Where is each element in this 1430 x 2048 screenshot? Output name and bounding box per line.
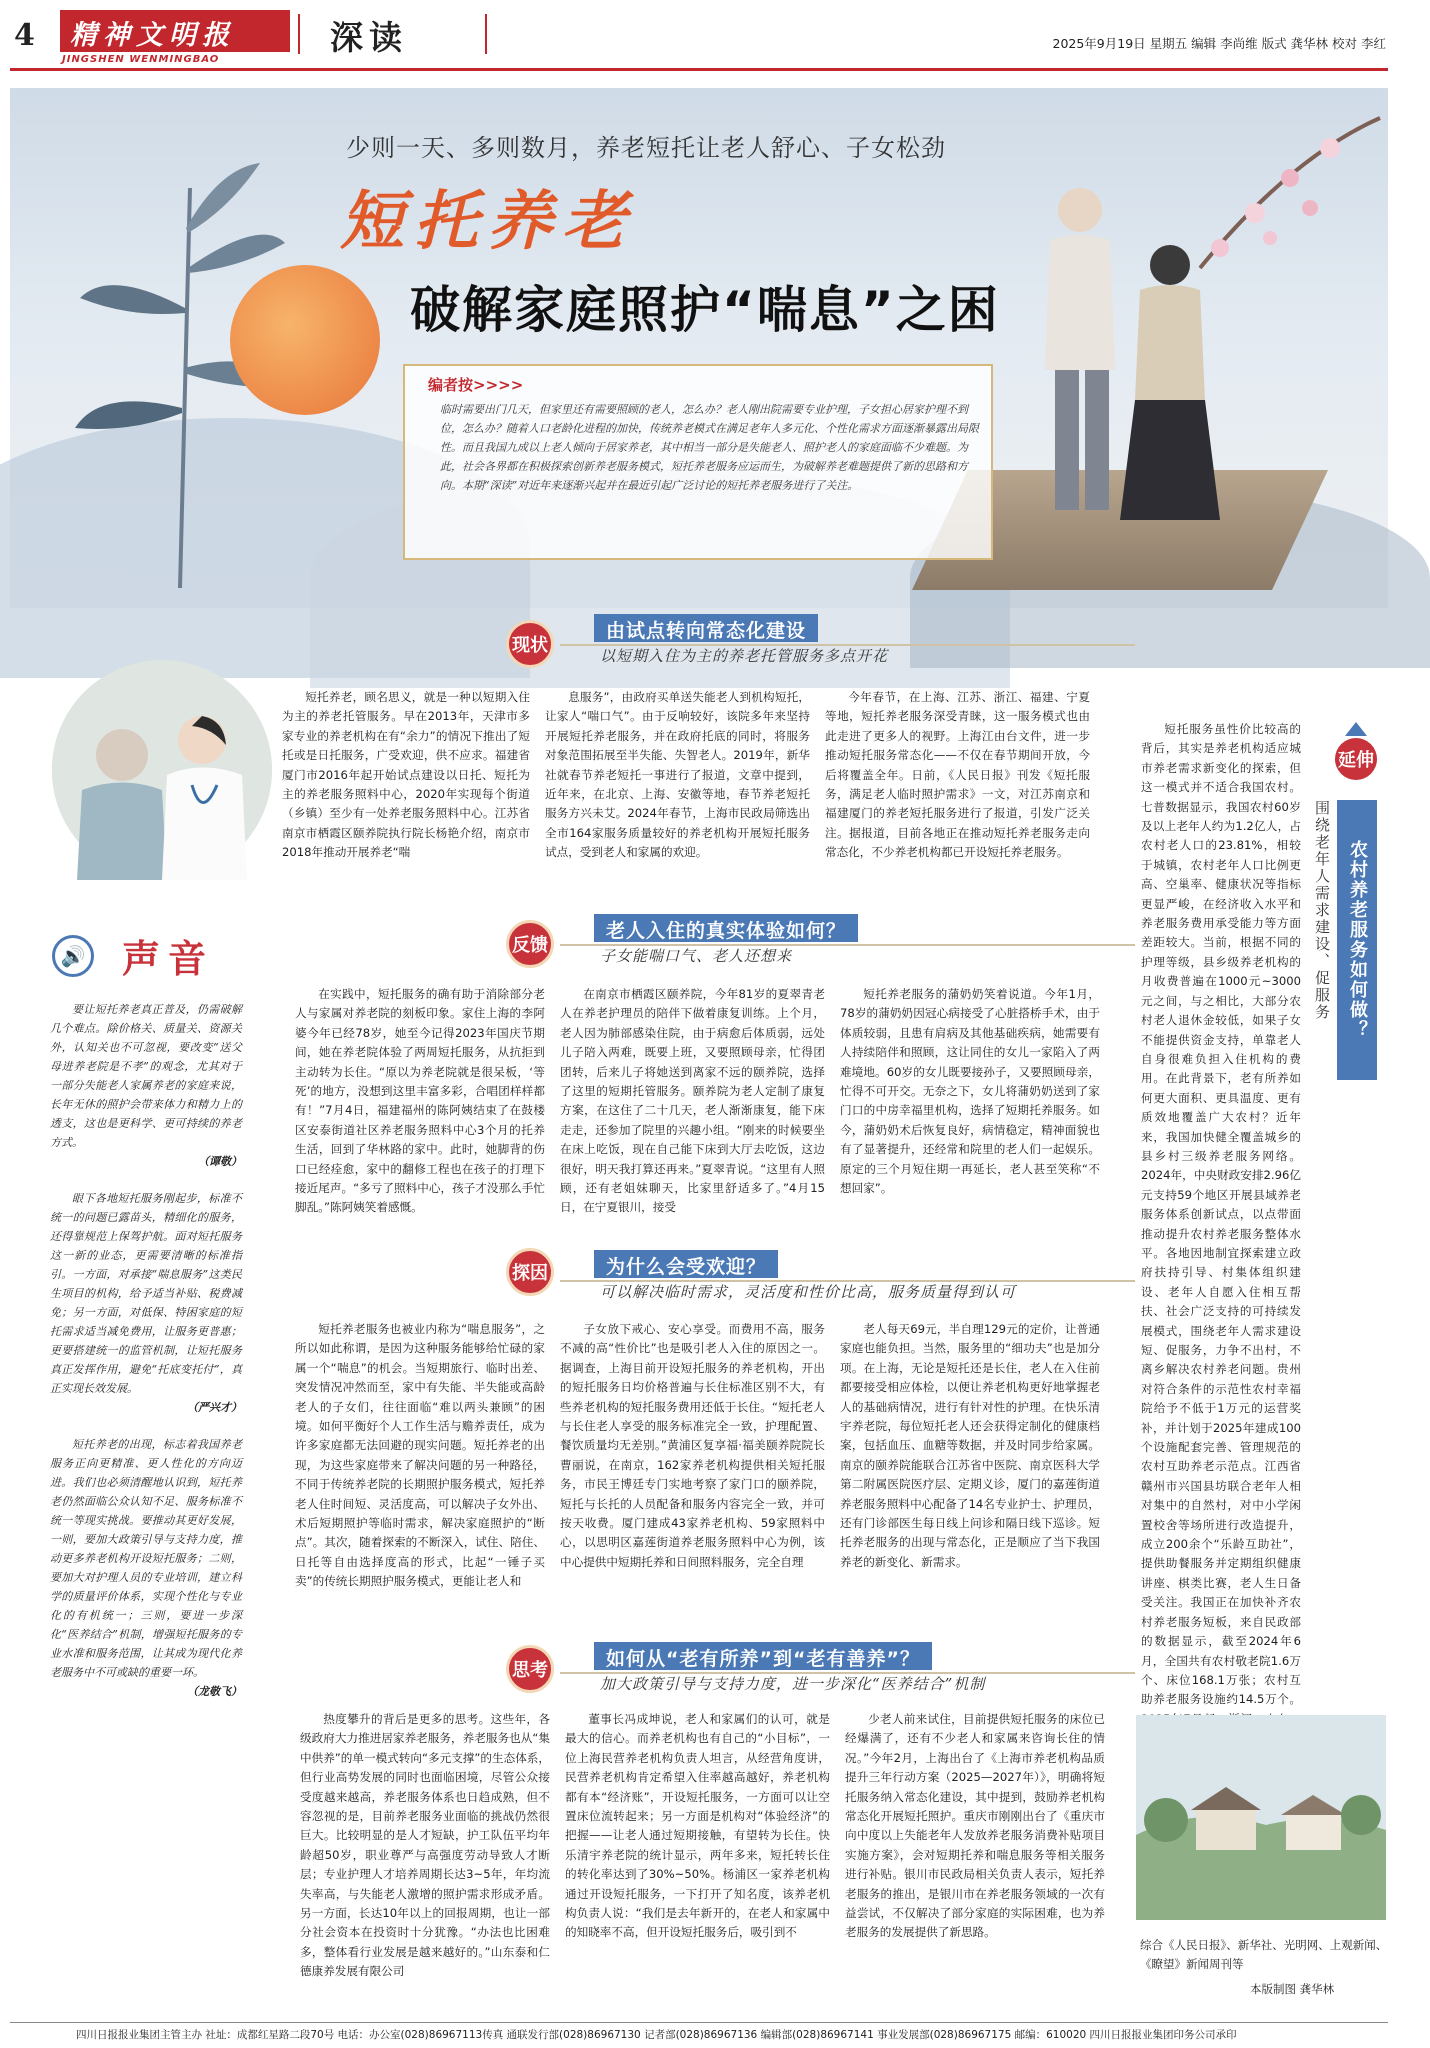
voice-column <box>50 1000 242 1719</box>
article-column <box>295 1320 545 1620</box>
section-rule <box>560 644 1135 646</box>
paragraph: 今年春节，在上海、江苏、浙江、福建、宁夏等地，短托养老服务深受青睐，这一服务模式也由此走进了更多人的视野。上海江由台文件，进一步推动短托服务常态化——不仅在春节期间开放，今后将覆盖全年。日前，《人民日报》刊发《短托服务，满足老人临时照护需求》一文，对江苏南京和福建厦门的养老短托服务进行了报道，引发广泛关注。据报道，目前各地正在推动短托养老服务走向常态化，不少养老机构都已开设短托养老服务。 <box>825 690 1090 860</box>
paragraph: 老人每天69元，半自理129元的定价，让普通家庭也能负担。当然，服务里的“细功夫”也是加分项。在上海，无论是短托还是长住，老人在入住前都要接受相应体检，以便让养老机构更好地掌握老人的基础病情况，进行有针对性的护理。在快乐清宇养老院，每位短托老人还会获得定制化的健康档案，包括血压、血糖等数据，并及时同步给家属。南京的颐养院能联合江苏省中医院、南京医科大学第二附属医院医疗层、定期义诊，厦门的嘉莲街道养老服务照料中心配备了14名专业护士、护理员，还有门诊部医生每日线上问诊和隔日线下巡诊。短托养老服务的出现与常态化，正是顺应了当下我国养老的新变化、新需求。 <box>840 1322 1100 1569</box>
section-title: 由试点转向常态化建设 <box>594 614 818 642</box>
voice-item-signature: （严兴才） <box>187 1401 242 1414</box>
voice-column-title: 声音 <box>122 936 215 981</box>
sidebar-question: 农村养老服务如何做？ <box>1337 800 1377 1080</box>
article-column <box>845 1710 1105 2015</box>
paragraph: 短托养老服务的蒲奶奶笑着说道。今年1月，78岁的蒲奶奶因冠心病接受了心脏搭桥手术，由于体质较弱，且患有肩病及其他基础疾病，她需要有人持续陪伴和照顾，这让同住的女儿一家陷入了两难境地。60岁的女儿既要接孙子，又要照顾母亲，忙得不可开交。无奈之下，女儿将蒲奶奶送到了家门口的中房幸福里机构，选择了短期托养服务。如今，蒲奶奶术后恢复良好，病情稳定，精神面貌也有了显著提升，还经常和院里的老人们一起娱乐。原定的三个月短住期一再延长，老人甚至笑称“不想回家”。 <box>840 987 1100 1196</box>
footer-info <box>10 2022 1388 2042</box>
article-column <box>545 688 810 903</box>
paragraph: 董事长冯成坤说，老人和家属们的认可，就是最大的信心。而养老机构也有自己的“小目标”，一位上海民营养老机构负责人坦言，从经营角度讲，民营养老机构肯定希望入住率越高越好，养老机构都有本“经济账”，开设短托服务，一方面可以让空置床位流转起来；另一方面是机构对“体验经济”的把握——让老人通过短期接触，有望转为长住。快乐清宇养老院的统计显示，两年多来，短托转长住的转化率达到了30%~50%。杨浦区一家养老机构通过开设短托服务，一下打开了知名度，该养老机构负责人说：“我们是去年新开的，在老人和家属中的知晓率不高，但开设短托服务后，吸引到不 <box>565 1712 830 1940</box>
article-column <box>295 985 545 1230</box>
article-column <box>282 688 530 903</box>
header-divider <box>298 14 300 54</box>
section-title: 为什么会受欢迎？ <box>594 1250 778 1278</box>
sun-illustration <box>230 265 380 415</box>
section-subtitle: 可以解决临时需求，灵活度和性价比高，服务质量得到认可 <box>600 1283 1017 1301</box>
sidebar-text <box>1141 720 1301 1710</box>
section-badge: 探因 <box>506 1248 554 1296</box>
voice-item-text: 短托养老的出现，标志着我国养老服务正向更精准、更人性化的方向迈进。我们也必须清醒地认识到，短托养老仍然面临公众认知不足、服务标准不统一等现实挑战。要推动其更好发展，一则，要加大政策引导与支持力度，推动更多养老机构开设短托服务；二则，要加大对护理人员的专业培训，建立科学的质量评价体系，实现个性化与专业化的有机统一；三则，要进一步深化“医养结合”机制，增强短托服务的专业水准和服务范围，让其成为现代化养老服务中不可或缺的重要一环。 <box>50 1438 242 1679</box>
rural-village-photo <box>1136 1715 1386 1920</box>
section-badge: 现状 <box>506 620 554 668</box>
page-number: 4 <box>14 18 35 53</box>
footer-text: 四川日报报业集团主管主办 社址：成都红星路二段70号 电话：办公室(028)86967113传真 通联发行部(028)86967130 记者部(028)86967136 编辑部(028)86967141 事业发展部(028)86967175 邮编：610020 四川日报报业集团印务公司承印 <box>76 2029 1237 2041</box>
section-title: 如何从“老有所养”到“老有善养”？ <box>594 1642 932 1670</box>
speaker-icon: 🔊 <box>52 935 94 977</box>
section-subtitle: 以短期入住为主的养老托管服务多点开花 <box>600 647 889 665</box>
paragraph: 在实践中，短托服务的确有助于消除部分老人与家属对养老院的刻板印象。家住上海的李阿婆今年已经78岁，她至今记得2023年国庆节期间，她在养老院体验了两周短托服务，从抗拒到主动转为长住。“原以为养老院就是很呆板，‘等死’的地方，没想到这里丰富多彩，合唱团样样都有！”7月4日，福建福州的陈阿姨结束了在鼓楼区安泰街道社区养老服务照料中心3个月的托养生活，回到了华林路的家中。此时，她脚背的伤口已经痊愈，家中的翻修工程也在孩子的打理下接近尾声。“多亏了照料中心，孩子才没那么手忙脚乱。”陈阿姨笑着感慨。 <box>295 987 545 1215</box>
graphics-credit: 本版制图 龚华林 <box>1250 1982 1335 1996</box>
paragraph: 短托养老，顾名思义，就是一种以短期入住为主的养老托管服务。早在2013年，天津市多家专业的养老机构在有“余力”的情况下推出了短托或是日托服务，广受欢迎，供不应求。福建省厦门市2016年起开始试点建设以日托、短托为主的养老服务照料中心，2020年实现每个街道（乡镇）至少有一处养老服务照料中心。江苏省南京市栖霞区颐养院执行院长杨艳介绍，南京市2018年推动开展养老“喘 <box>282 690 530 860</box>
sidebar-subtitle: 围绕老年人需求建设、促服务 <box>1313 800 1331 1021</box>
section-rule <box>560 1672 1135 1674</box>
triangle-up-icon <box>1345 722 1367 736</box>
editor-note-label: 编者按>>>> <box>428 376 524 394</box>
kicker-line: 少则一天、多则数月，养老短托让老人舒心、子女松劲 <box>346 134 946 162</box>
sources-caption: 综合《人民日报》、新华社、光明网、上观新闻、《瞭望》新闻周刊等 <box>1140 1938 1388 1971</box>
section-subtitle: 加大政策引导与支持力度，进一步深化“医养结合”机制 <box>600 1675 986 1693</box>
paragraph: 短托服务虽性价比较高的背后，其实是养老机构适应城市养老需求新变化的探索，但这一模式并不适合我国农村。七普数据显示，我国农村60岁及以上老年人约为1.2亿人，占农村老人口的23.81%，相较于城镇，农村老年人口比例更高、空巢率、健康状况等指标更显严峻，在经济收入水平和养老服务费用承受能力等方面差距较大。当前，根据不同的护理等级，县乡级养老机构的月收费普遍在1000元~3000元之间，与之相比，大部分农村老人退休金较低，如果子女不能提供资金支持，单靠老人自身很难负担入住机构的费用。在此背景下，老有所养如何更大面积、更具温度、更有质效地覆盖广大农村？近年来，我国加快健全覆盖城乡的县乡村三级养老服务网络。2024年，中央财政安排2.96亿元支持59个地区开展县域养老服务体系创新试点，以点带面推动提升农村养老服务整体水平。各地因地制宜探索建立政府扶持引导、村集体组织建设、老年人自愿入住相互帮扶、社会广泛支持的可持续发展模式，围绕老年人需求建设短、促服务，力争不出村，不离乡解决农村养老问题。贵州对符合条件的示范性农村幸福院给予不低于1万元的运营奖补，并计划于2025年建成100个设施配套完善、管理规范的农村互助养老示范点。江西省赣州市兴国县坊联合老年人相对集中的自然村，对中小学闲置校舍等场所进行改造提升，成立200余个“乐龄互助社”，提供助餐服务并定期组织健康讲座、棋类比赛，老人生日备受关注。我国正在加快补齐农村养老服务短板，来自民政部的数据显示，截至2024年6月，全国共有农村敬老院1.6万个、床位168.1万张；农村互助养老服务设施约14.5万个。 <box>1141 722 1301 1707</box>
newspaper-logo: 精神文明报 <box>60 10 290 52</box>
sub-title: 破解家庭照护“喘息”之困 <box>410 281 1000 339</box>
header-rule <box>10 68 1388 71</box>
article-column <box>565 1710 830 2015</box>
main-title: 短托养老 <box>340 184 636 259</box>
newspaper-logo-en: JINGSHEN WENMINGBAO <box>62 54 220 65</box>
header-divider <box>485 14 487 54</box>
paragraph: 短托养老服务也被业内称为“喘息服务”，之所以如此称谓，是因为这种服务能够给忙碌的家属一个“喘息”的机会。当短期旅行、临时出差、突发情况冲然而至，家中有失能、半失能或高龄老人的子女们，往往面临“难以两头兼顾”的困境。如何平衡好个人工作生活与赡养责任，成为许多家庭都无法回避的现实问题。短托养老的出现，为这些家庭带来了解决问题的另一种路径，不同于传统养老院的长期照护服务模式，短托养老人住时间短、灵活度高，可以解决子女外出、术后短期照护等临时需求，解决家庭照护的“断点”。其次，随着探索的不断深入，试住、陪住、日托等自由选择度高的形式，比起“一锤子买卖”的传统长期照护服务模式，更能让老人和 <box>295 1322 545 1589</box>
article-column <box>825 688 1090 903</box>
elderly-couple-photo <box>1000 170 1260 550</box>
paragraph: 少老人前来试住，目前提供短托服务的床位已经爆满了，还有不少老人和家属来咨询长住的情况。”今年2月，上海出台了《上海市养老机构品质提升三年行动方案（2025—2027年）》，明确将短托服务纳入常态化建设，其中提到，鼓励养老机构常态化开展短托照护。重庆市刚刚出台了《重庆市向中度以上失能老年人发放养老服务消费补贴项目实施方案》，会对短期托养和喘息服务等相关服务进行补贴。银川市民政局相关负责人表示，短托养老服务的推出，是银川市在养老服务领域的一次有益尝试，不仅解决了部分家庭的实际困难，也为养老服务的发展提供了新思路。 <box>845 1712 1105 1940</box>
paragraph: 热度攀升的背后是更多的思考。这些年，各级政府大力推进居家养老服务，养老服务也从“集中供养”的单一模式转向“多元支撑”的生态体系，但行业高势发展的同时也面临困境，尽管公众接受度越来越高，养老服务体系也日趋成熟，但不容忽视的是，目前养老服务业面临的挑战仍然很巨大。比较明显的是人才短缺，护工队伍平均年龄超50岁，职业尊严与高强度劳动导致人才断层；专业护理人才培养周期长达3~5年，年均流失率高，与失能老人激增的照护需求形成矛盾。另一方面，长达10年以上的回报周期，也让一部分社会资本在投资时十分犹豫。“办法也比困难多，整体看行业发展是越来越好的。”山东泰和仁德康养发展有限公司 <box>300 1712 550 1979</box>
section-badge: 反馈 <box>506 920 554 968</box>
paragraph: 在南京市栖霞区颐养院，今年81岁的夏翠青老人在养老护理员的陪伴下做着康复训练。上个月，老人因为肺部感染住院，由于病愈后体质弱，远处儿子陪入两难，既要上班，又要照顾母亲，忙得团团转，后来儿子将她送到离家不远的颐养院，选择了这里的短期托管服务。颐养院为老人定制了康复方案，在这住了二十几天，老人渐渐康复，能下床走走，还参加了院里的兴趣小组。“刚来的时候要坐在床上吃饭，现在自己能下床到大厅去吃饭，这边很好，明天我打算还再来。”夏翠青说。“这里有人照顾，还有老姐妹聊天，比家里舒适多了。”4月15日，在宁夏银川，接受 <box>560 987 825 1215</box>
voice-item-text: 眼下各地短托服务刚起步，标准不统一的问题已露苗头，精细化的服务，还得靠规范上保驾护航。面对短托服务这一新的业态，更需要清晰的标准指引。一方面，对承接“喘息服务”这类民生项目的机构，给予适当补贴、税费减免；另一方面，对低保、特困家庭的短托需求适当减免费用，让服务更普惠；更要搭建统一的监管机制，让短托服务真正发挥作用，避免“托底变托付”，真正实现长效发展。 <box>50 1192 242 1395</box>
section-subtitle: 子女能喘口气、老人还想来 <box>600 947 793 965</box>
voice-item-signature: （龙敬飞） <box>187 1685 242 1698</box>
issue-meta: 2025年9月19日 星期五 编辑 李尚维 版式 龚华林 校对 李红 <box>1052 36 1386 51</box>
paragraph: 子女放下戒心、安心享受。而费用不高，服务不减的高“性价比”也是吸引老人入住的原因之一。据调查，上海目前开设短托服务的养老机构，开出的短托服务日均价格普遍与长住标准区别不大，有些养老机构的短托服务费用还低于长住。“短托老人与长住老人享受的服务标准完全一致，护理配置、餐饮质量均无差别。”黄浦区复享福·福美颐养院院长曹丽说，在南京，162家养老机构提供相关短托服务，市民王博廷专门实地考察了家门口的颐养院，短托与长托的人员配备和服务内容完全一致，并可按天收费。厦门建成43家养老机构、59家照料中心，以思明区嘉莲街道养老服务照料中心为例，该中心提供中短期托养和日间照料服务，完全自理 <box>560 1322 825 1569</box>
editor-note-text: 临时需要出门几天，但家里还有需要照顾的老人，怎么办？老人刚出院需要专业护理，子女担心居家护理不到位，怎么办？随着人口老龄化进程的加快，传统养老模式在满足老年人多元化、个性化需求方面逐渐暴露出局限性。而且我国九成以上老人倾向于居家养老，其中相当一部分是失能老人、照护老人的家庭面临不少难题。为此，社会各界都在积极探索创新养老服务模式，短托养老服务应运而生，为破解养老难题提供了新的思路和方向。本期“深读”对近年来逐渐兴起并在最近引起广泛讨论的短托养老服务进行了关注。 <box>440 403 979 492</box>
section-title: 老人入住的真实体验如何？ <box>594 914 858 942</box>
paragraph: 息服务”，由政府买单送失能老人到机构短托，让家人“喘口气”。由于反响较好，该院多年来坚持开展短托养老服务，并在政府托底的同时，将服务对象范围拓展至半失能、失智老人。2019年，新华社就春节养老短托一事进行了报道，文章中提到，近年来，在北京、上海、安徽等地，春节养老短托服务方兴未艾。2024年春节，上海市民政局筛选出全市164家服务质量较好的养老机构开展短托服务试点，受到老人和家属的欢迎。 <box>545 690 810 860</box>
article-column <box>300 1710 550 2015</box>
doctor-elderly-photo <box>52 660 272 880</box>
extension-badge: 延伸 <box>1335 738 1377 780</box>
section-name: 深读 <box>330 18 408 57</box>
section-badge: 思考 <box>506 1645 554 1693</box>
article-column <box>840 1320 1100 1620</box>
section-rule <box>560 1280 1135 1282</box>
article-column <box>840 985 1100 1230</box>
voice-item-text: 要让短托养老真正普及，仍需破解几个难点。除价格关、质量关、资源关外，认知关也不可忽视，要改变“送父母进养老院是不孝”的观念，尤其对于一部分失能老人家属养老的家庭来说，长年无休的照护会带来体力和精力上的透支，这也是更科学、更可持续的养老方式。 <box>50 1003 242 1149</box>
voice-item-signature: （谭敬） <box>198 1155 242 1168</box>
article-column <box>560 1320 825 1620</box>
article-column <box>560 985 825 1230</box>
section-rule <box>560 944 1135 946</box>
